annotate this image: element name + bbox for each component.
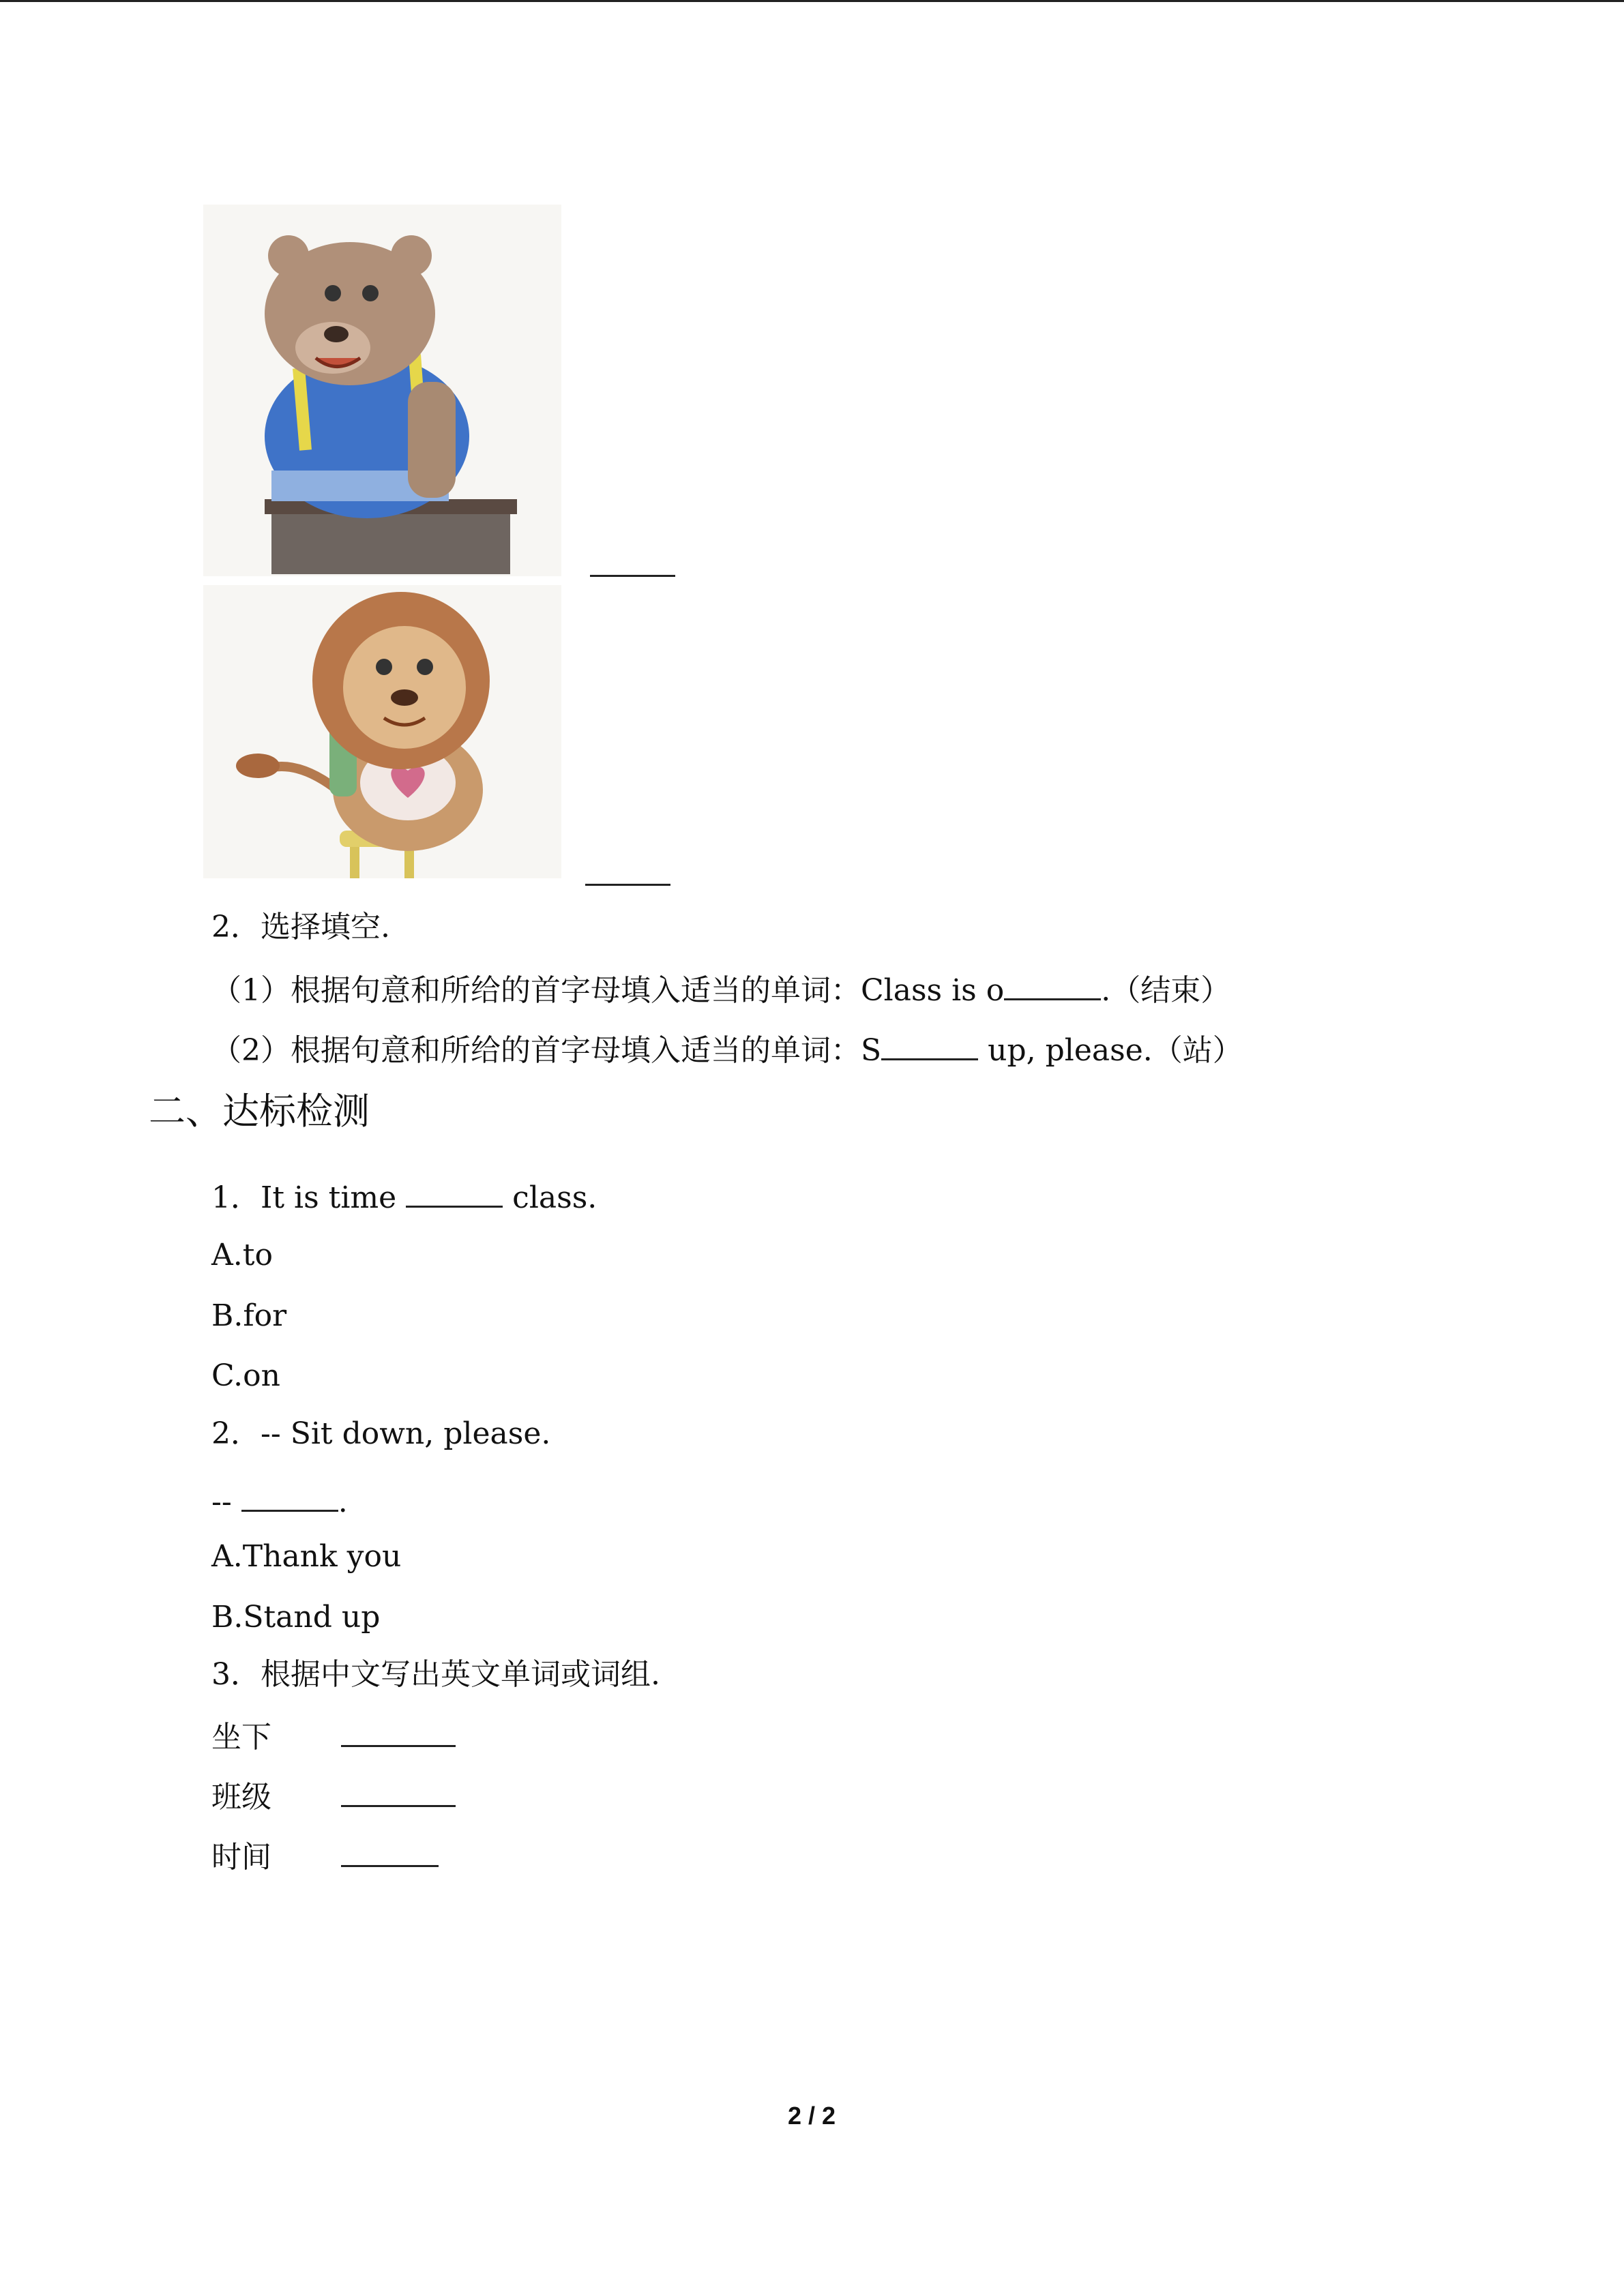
s2-q3-word-2: 班级 <box>211 1775 456 1817</box>
s2-q3-word-3: 时间 <box>211 1835 439 1877</box>
section-heading-practice: 二、达标检测 <box>149 1090 370 1133</box>
s2-q3-stem: 3．根据中文写出英文单词或词组. <box>211 1657 660 1692</box>
bear-answer-blank[interactable] <box>590 575 675 577</box>
s2-q2-stem: 2．-- Sit down, please. <box>211 1416 551 1451</box>
s2-q1-option-a[interactable]: A.to <box>211 1238 273 1272</box>
s2-q2-option-b[interactable]: B.Stand up <box>211 1600 381 1635</box>
s2-q3-word-1-blank[interactable] <box>341 1715 456 1747</box>
s2-q2-blank[interactable] <box>241 1480 338 1512</box>
s2-q2-answer-line: -- . <box>211 1480 348 1521</box>
lion-illustration <box>203 585 561 878</box>
q2-item-2-blank[interactable] <box>881 1028 978 1060</box>
top-border <box>0 0 1624 2</box>
q2-item-1-blank[interactable] <box>1004 968 1101 1000</box>
s2-q1-option-b[interactable]: B.for <box>211 1298 287 1333</box>
s2-q3-word-1: 坐下 <box>211 1715 456 1757</box>
bear-illustration <box>203 205 561 576</box>
q2-item-1: （1）根据句意和所给的首字母填入适当的单词：Class is o .（结束） <box>211 968 1230 1010</box>
q2-item-2: （2）根据句意和所给的首字母填入适当的单词：S up, please.（站） <box>211 1028 1243 1070</box>
s2-q2-option-a[interactable]: A.Thank you <box>211 1539 402 1574</box>
s2-q1-blank[interactable] <box>406 1176 503 1208</box>
page-number: 2 / 2 <box>787 2102 836 2130</box>
s2-q1-option-c[interactable]: C.on <box>211 1358 280 1393</box>
q2-title: 2．选择填空. <box>211 910 390 944</box>
lion-answer-blank[interactable] <box>585 884 670 886</box>
s2-q3-word-2-blank[interactable] <box>341 1775 456 1807</box>
s2-q3-word-3-blank[interactable] <box>341 1835 439 1867</box>
s2-q1-stem: 1．It is time class. <box>211 1176 597 1217</box>
